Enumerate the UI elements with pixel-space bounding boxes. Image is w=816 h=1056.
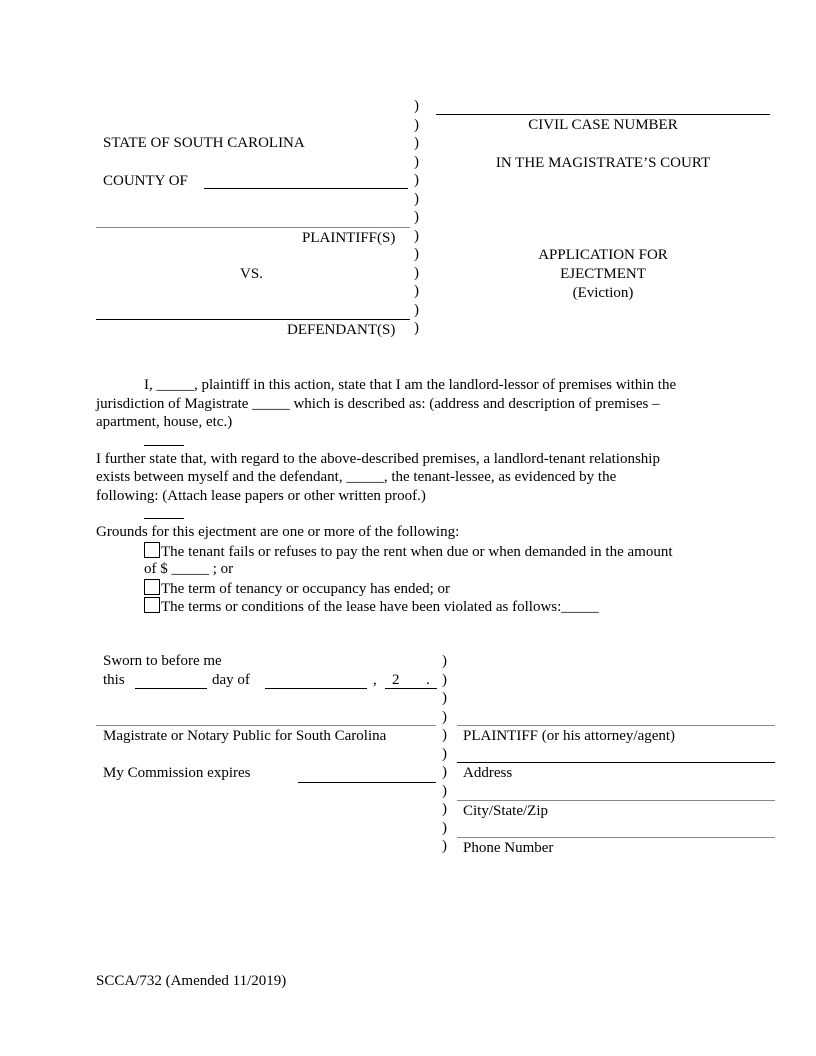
caption-paren-column: ) ) ) ) ) ) ) ) ) ) ) ) ) <box>414 98 419 336</box>
vs-label: VS. <box>240 266 263 282</box>
city-state-zip-field[interactable] <box>457 800 775 801</box>
year-prefix: 2 <box>392 672 400 688</box>
grounds-intro: Grounds for this ejectment are one or more of the following: <box>96 524 460 540</box>
plaintiff-name-blank[interactable]: _____ <box>156 377 194 393</box>
case-number-field[interactable] <box>436 114 770 115</box>
signature-paren-column: ) ) ) ) ) ) ) ) ) ) ) <box>442 653 447 854</box>
county-field[interactable] <box>204 188 408 189</box>
ground-3-checkbox[interactable] <box>144 597 160 613</box>
ground-1-text: The tenant fails or refuses to pay the rent when due or when demanded in the amount <box>161 544 673 560</box>
lease-proof-blank[interactable] <box>144 518 184 519</box>
address-label: Address <box>463 765 513 781</box>
comma: , <box>373 672 377 688</box>
commission-expiry-field[interactable] <box>298 782 436 783</box>
phone-label: Phone Number <box>463 840 554 856</box>
title-line-3: (Eviction) <box>572 285 634 301</box>
year-dot: . <box>426 672 430 688</box>
p1-pre: I, <box>144 377 153 393</box>
p1-post: , plaintiff in this action, state that I am the landlord-lessor of premises within the <box>194 377 677 393</box>
ground-1-checkbox[interactable] <box>144 542 160 558</box>
address-field[interactable] <box>457 762 775 763</box>
day-of-label: day of <box>212 672 250 688</box>
state-label: STATE OF SOUTH CAROLINA <box>103 135 305 151</box>
premises-description-blank[interactable] <box>144 445 184 446</box>
plaintiff-name-field[interactable] <box>96 227 410 228</box>
defendant-label: DEFENDANT(S) <box>287 322 396 338</box>
magistrate-signature-line[interactable] <box>96 725 436 726</box>
p1-line-2: jurisdiction of Magistrate _____ which is described as: (address and description of premises – <box>96 396 660 412</box>
day-field[interactable] <box>135 688 207 689</box>
plaintiff-signature-line[interactable] <box>457 725 775 726</box>
city-state-zip-label: City/State/Zip <box>463 803 548 819</box>
sworn-label: Sworn to before me <box>103 653 222 669</box>
title-line-1: APPLICATION FOR <box>538 247 668 263</box>
p1-line-1 <box>144 376 676 394</box>
ground-1 <box>144 542 673 561</box>
p2-line-3: following: (Attach lease papers or other written proof.) <box>96 488 426 504</box>
p1-line-3: apartment, house, etc.) <box>96 414 233 430</box>
month-field[interactable] <box>265 688 367 689</box>
county-label: COUNTY OF <box>103 173 188 189</box>
p2-line-2: exists between myself and the defendant, _____, the tenant-lessee, as evidenced by the <box>96 469 617 485</box>
plaintiff-signature-label: PLAINTIFF (or his attorney/agent) <box>463 728 676 744</box>
p2-line-1: I further state that, with regard to the above-described premises, a landlord-tenant relationship <box>96 451 660 467</box>
this-label: this <box>103 672 125 688</box>
ground-2-text: The term of tenancy or occupancy has ended; or <box>161 581 451 597</box>
defendant-name-field[interactable] <box>96 319 410 320</box>
magistrate-label: Magistrate or Notary Public for South Carolina <box>103 728 387 744</box>
ground-2-checkbox[interactable] <box>144 579 160 595</box>
court-label: IN THE MAGISTRATE’S COURT <box>495 155 711 171</box>
ground-3-text: The terms or conditions of the lease have been violated as follows:_____ <box>161 599 599 615</box>
plaintiff-label: PLAINTIFF(S) <box>302 230 396 246</box>
form-id: SCCA/732 (Amended 11/2019) <box>96 973 287 989</box>
title-line-2: EJECTMENT <box>560 266 646 282</box>
commission-label: My Commission expires <box>103 765 251 781</box>
phone-field[interactable] <box>457 837 775 838</box>
ground-2 <box>144 579 450 598</box>
ground-3 <box>144 597 599 616</box>
ground-1-line-2: of $ _____ ; or <box>144 561 234 577</box>
case-number-label: CIVIL CASE NUMBER <box>528 117 678 133</box>
